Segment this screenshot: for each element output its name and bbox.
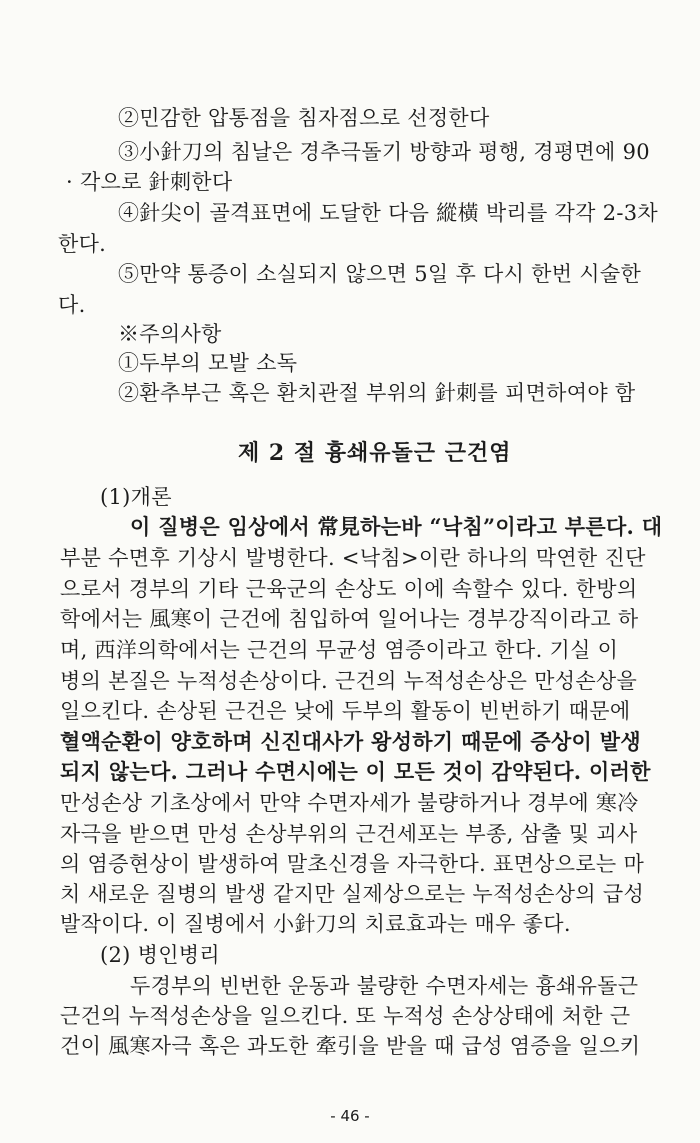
text-line: 한다. <box>58 232 107 256</box>
page-number: - 46 - <box>330 1107 370 1125</box>
text-line: 이 질병은 임상에서 常見하는바 “낙침”이라고 부른다. 대 <box>130 514 663 539</box>
text-line: 으로서 경부의 기타 근육군의 손상도 이에 속할수 있다. 한방의 <box>60 577 638 601</box>
text-line: 일으킨다. 손상된 근건은 낮에 두부의 활동이 빈번하기 때문에 <box>60 699 631 723</box>
text-line: · 각으로 針刺한다 <box>66 170 233 194</box>
text-line: 만성손상 기초상에서 만약 수면자세가 불량하거나 경부에 寒冷 <box>60 791 639 815</box>
text-line: 다. <box>58 293 86 317</box>
text-line: 병의 본질은 누적성손상이다. 근건의 누적성손상은 만성손상을 <box>60 669 638 693</box>
section-heading: 제 2 절 흉쇄유돌근 근건염 <box>238 440 512 466</box>
text-line: 의 염증현상이 발생하여 말초신경을 자극한다. 표면상으로는 마 <box>60 852 645 876</box>
text-line: 혈액순환이 양호하며 신진대사가 왕성하기 때문에 증상이 발생 <box>60 729 641 754</box>
text-line: ③小針刀의 침날은 경추극돌기 방향과 평행, 경평면에 90 <box>118 140 650 164</box>
text-line: 두경부의 빈번한 운동과 불량한 수면자세는 흉쇄유돌근 <box>130 974 639 998</box>
text-line: ②환추부근 혹은 환치관절 부위의 針刺를 피면하여야 함 <box>118 381 636 405</box>
text-line: 건이 風寒자극 혹은 과도한 牽引을 받을 때 급성 염증을 일으키 <box>60 1034 641 1058</box>
subsection-heading: (1)개론 <box>100 485 172 509</box>
text-line: 학에서는 風寒이 근건에 침입하여 일어나는 경부강직이라고 하 <box>60 607 639 631</box>
text-line: 부분 수면후 기상시 발병한다. <낙침>이란 하나의 막연한 진단 <box>60 546 646 570</box>
text-line: 발작이다. 이 질병에서 小針刀의 치료효과는 매우 좋다. <box>60 912 571 936</box>
subsection-heading: (2) 병인병리 <box>100 943 220 967</box>
text-line: 치 새로운 질병의 발생 같지만 실제상으로는 누적성손상의 급성 <box>60 882 645 906</box>
text-line: 자극을 받으면 만성 손상부위의 근건세포는 부종, 삼출 및 괴사 <box>60 822 638 846</box>
text-line: 근건의 누적성손상을 일으킨다. 또 누적성 손상상태에 처한 근 <box>60 1004 631 1028</box>
text-line: ⑤만약 통증이 소실되지 않으면 5일 후 다시 한번 시술한 <box>118 262 642 286</box>
text-line: ④針尖이 골격표면에 도달한 다음 縱橫 박리를 각각 2-3차 <box>118 201 659 225</box>
text-line: ②민감한 압통점을 침자점으로 선정한다 <box>118 106 490 130</box>
text-line: ※주의사항 <box>118 322 222 346</box>
text-line: ①두부의 모발 소독 <box>118 351 298 375</box>
text-line: 되지 않는다. 그러나 수면시에는 이 모든 것이 감약된다. 이러한 <box>60 759 651 784</box>
text-line: 며, 西洋의학에서는 근건의 무균성 염증이라고 한다. 기실 이 <box>60 638 619 662</box>
